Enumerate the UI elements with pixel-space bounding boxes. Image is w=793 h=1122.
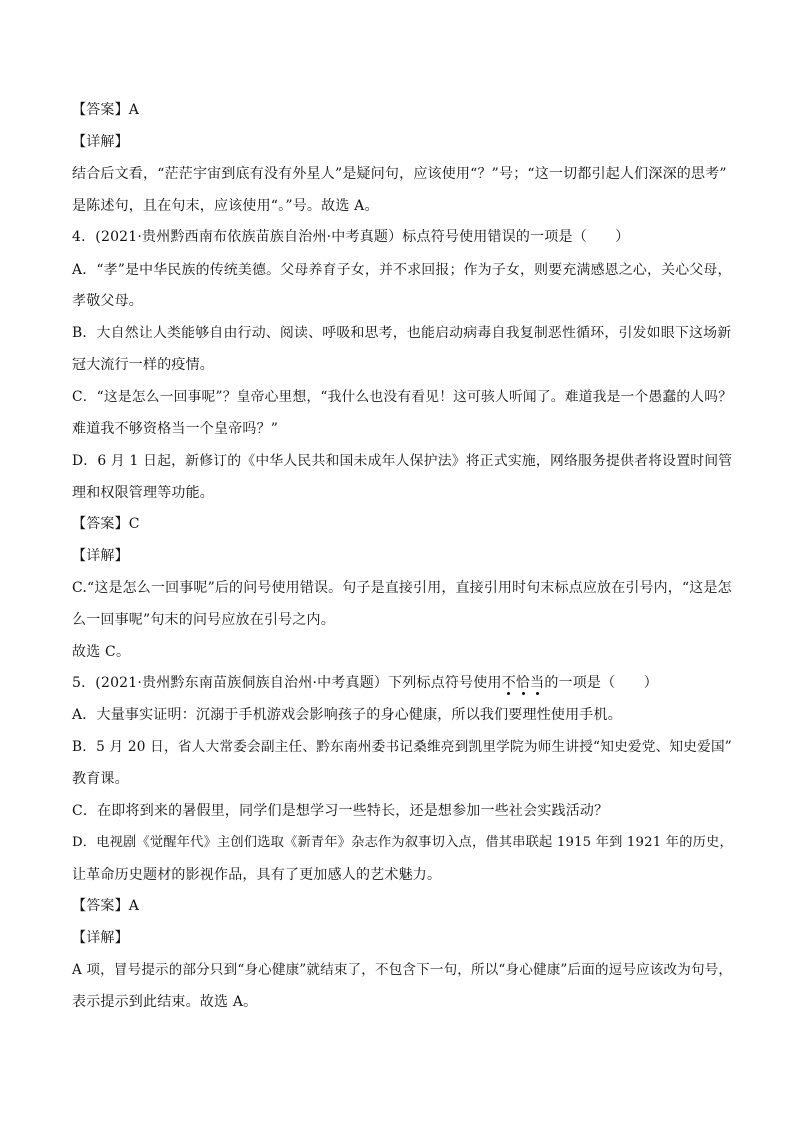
q4-option-d: D．6 月 1 日起，新修订的《中华人民共和国未成年人保护法》将正式实施，网络服务提供者将设置时间管 <box>72 453 733 469</box>
q4-option-b-cont: 冠大流行一样的疫情。 <box>72 357 214 373</box>
q4-option-c: C．“这是怎么一回事呢”？皇帝心里想，“我什么也没有看见！这可骇人听闻了。难道我是一个愚蠢的人吗？ <box>72 389 733 405</box>
emphasized-char: 当 <box>530 675 545 691</box>
explanation-line: 表示提示到此结束。故选 A。 <box>72 994 258 1010</box>
answer-label: 【答案】C <box>72 516 140 532</box>
emphasized-text <box>502 675 545 691</box>
q5-option-d-cont: 让革命历史题材的影视作品，具有了更加感人的艺术魅力。 <box>72 867 442 883</box>
answer-label: 【答案】A <box>72 102 140 118</box>
explanation-line: A 项，冒号提示的部分只到“身心健康”就结束了，不包含下一句，所以“身心健康”后面的逗号应该改为句号， <box>72 962 733 978</box>
detail-heading: 【详解】 <box>72 930 129 946</box>
explanation-line: C.“这是怎么一回事呢”后的问号使用错误。句子是直接引用，直接引用时句末标点应放在引号内，“这是怎 <box>72 580 732 596</box>
q5-option-b: B．5 月 20 日，省人大常委会副主任、黔东南州委书记桑维亮到凯里学院为师生讲授“知史爱党、知史爱国” <box>72 739 732 755</box>
q5-option-a: A．大量事实证明：沉溺于手机游戏会影响孩子的身心健康，所以我们要理性使用手机。 <box>72 707 622 723</box>
explanation-line: 结合后文看，“茫茫宇宙到底有没有外星人”是疑问句，应该使用“？”号；“这一切都引起人们深深的思考” <box>72 166 727 182</box>
q4-option-a-cont: 孝敬父母。 <box>72 293 143 309</box>
detail-heading: 【详解】 <box>72 134 129 150</box>
q5-option-d: D．电视剧《觉醒年代》主创们选取《新青年》杂志作为叙事切入点，借其串联起 1915 年到 1921 年的历史， <box>72 835 733 850</box>
q4-option-b: B．大自然让人类能够自由行动、阅读、呼吸和思考，也能启动病毒自我复制恶性循环，引发如眼下这场新 <box>72 325 732 341</box>
emphasized-char: 不 <box>501 675 516 691</box>
q4-option-d-cont: 理和权限管理等功能。 <box>72 485 214 501</box>
stem-text: 的一项是（ ） <box>544 675 658 691</box>
detail-heading: 【详解】 <box>72 548 129 564</box>
question-5-stem <box>72 672 732 694</box>
stem-text: 5．(2021·贵州黔东南苗族侗族自治州·中考真题）下列标点符号使用 <box>72 675 502 691</box>
question-4-stem: 4．(2021·贵州黔西南布依族苗族自治州·中考真题）标点符号使用错误的一项是（ ） <box>72 229 630 245</box>
emphasized-char: 恰 <box>515 675 531 691</box>
q5-option-c: C．在即将到来的暑假里，同学们是想学习一些特长，还是想参加一些社会实践活动？ <box>72 803 609 819</box>
q4-option-a: A．“孝”是中华民族的传统美德。父母养育子女，并不求回报；作为子女，则要充满感恩之心，关心父母， <box>72 262 732 278</box>
explanation-line: 故选 C。 <box>72 644 131 660</box>
q5-option-b-cont: 教育课。 <box>72 771 129 787</box>
explanation-line: 是陈述句，且在句末，应该使用“。”号。故选 A。 <box>72 198 379 214</box>
answer-label: 【答案】A <box>72 898 140 914</box>
explanation-line: 么一回事呢”句末的问号应放在引号之内。 <box>72 612 335 628</box>
q4-option-c-cont: 难道我不够资格当一个皇帝吗？” <box>72 421 279 437</box>
